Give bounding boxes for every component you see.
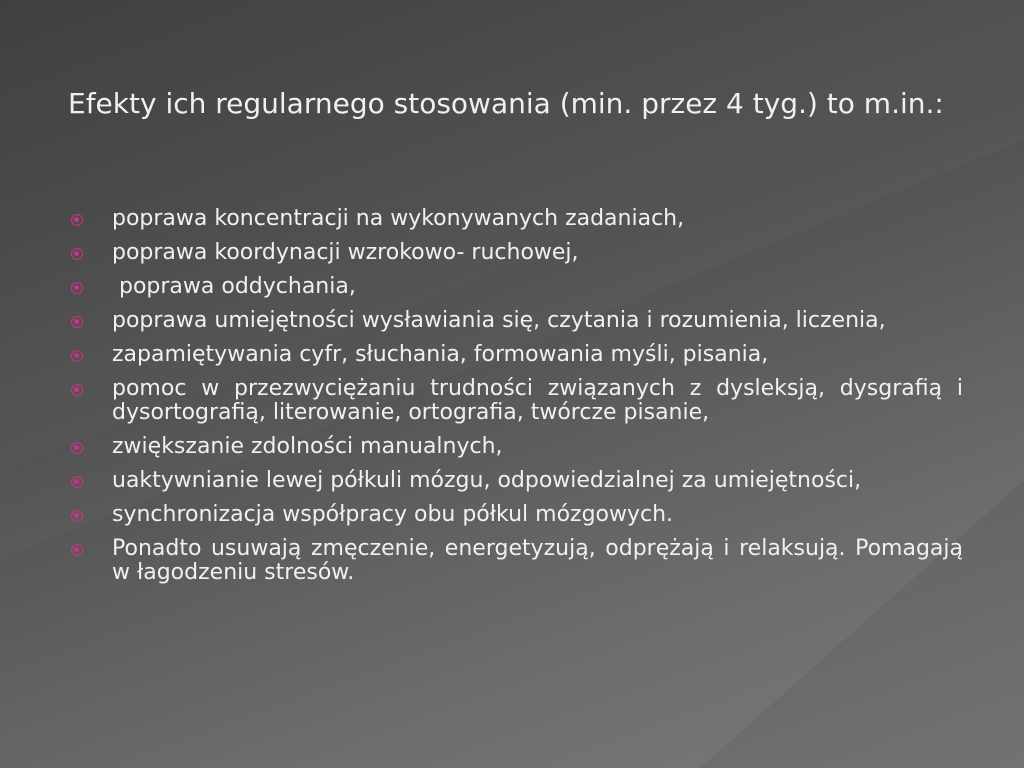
- list-item-text: zwiększanie zdolności manualnych,: [112, 434, 503, 459]
- list-item-text: poprawa koordynacji wzrokowo- ruchowej,: [112, 240, 579, 265]
- list-item: [68, 309, 963, 333]
- list-item-text: uaktywnianie lewej półkuli mózgu, odpowiedzialnej za umiejętności,: [112, 468, 862, 493]
- list-item-text: poprawa oddychania,: [112, 274, 356, 299]
- list-item-text: synchronizacja współpracy obu półkul mózgowych.: [112, 502, 674, 527]
- bullet-circle-icon: [71, 476, 83, 488]
- bullet-list: [68, 207, 963, 595]
- list-item: [68, 241, 963, 265]
- bullet-circle-icon: [71, 510, 83, 522]
- bullet-circle-icon: [71, 282, 83, 294]
- slide-heading: Efekty ich regularnego stosowania (min. przez 4 tyg.) to m.in.:: [68, 87, 944, 120]
- bullet-circle-icon: [71, 544, 83, 556]
- list-item: [68, 503, 963, 527]
- list-item: [68, 207, 963, 231]
- list-item-text: zapamiętywania cyfr, słuchania, formowania myśli, pisania,: [112, 342, 769, 367]
- list-item-text: Ponadto usuwają zmęczenie, energetyzują, odprężają i relaksują. Pomagają w łagodzeniu stresów.: [112, 536, 963, 585]
- bullet-circle-icon: [71, 316, 83, 328]
- bullet-circle-icon: [71, 384, 83, 396]
- bullet-circle-icon: [71, 214, 83, 226]
- list-item: [68, 469, 963, 493]
- list-item: [68, 343, 963, 367]
- list-item-text: pomoc w przezwyciężaniu trudności związanych z dysleksją, dysgrafią i dysortografią, literowanie, ortografia, twórcze pisanie,: [112, 376, 963, 425]
- list-item: [68, 435, 963, 459]
- bullet-circle-icon: [71, 350, 83, 362]
- list-item-text: poprawa umiejętności wysławiania się, czytania i rozumienia, liczenia,: [112, 308, 886, 333]
- bullet-circle-icon: [71, 442, 83, 454]
- list-item-text: poprawa koncentracji na wykonywanych zadaniach,: [112, 206, 685, 231]
- list-item: [68, 377, 963, 425]
- list-item: [68, 537, 963, 585]
- list-item: [68, 275, 963, 299]
- bullet-circle-icon: [71, 248, 83, 260]
